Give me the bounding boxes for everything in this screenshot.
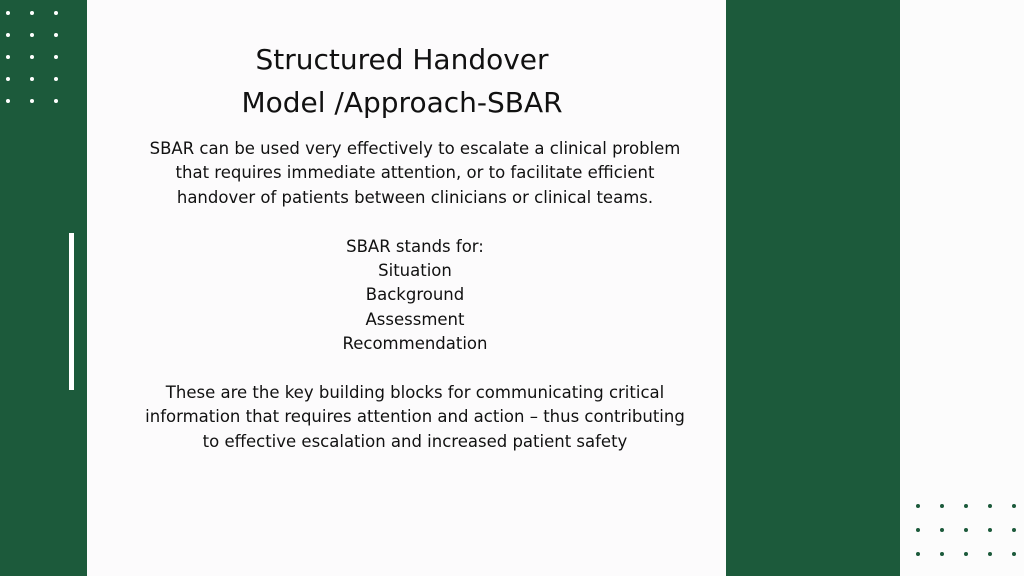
closing-line-2: information that requires attention and action – thus contributing: [145, 407, 685, 427]
decorative-dot: [6, 33, 10, 37]
decorative-dot: [6, 99, 10, 103]
decorative-vertical-bar: [69, 233, 74, 390]
decorative-dot: [1012, 552, 1016, 556]
intro-line-2: that requires immediate attention, or to facilitate efficient: [175, 163, 655, 183]
closing-line-1: These are the key building blocks for communicating critical: [165, 383, 665, 403]
decorative-dot: [30, 33, 34, 37]
title-line-2: Model /Approach-SBAR: [241, 86, 563, 119]
decorative-dot: [916, 504, 920, 508]
slide-body: [130, 137, 700, 454]
decorative-dot: [1012, 504, 1016, 508]
decorative-dot: [964, 552, 968, 556]
decorative-dot: [54, 99, 58, 103]
paragraph-spacer: [130, 357, 700, 381]
sbar-item-situation: Situation: [378, 261, 452, 281]
decorative-dot: [988, 552, 992, 556]
intro-line-1: SBAR can be used very effectively to escalate a clinical problem: [149, 139, 681, 158]
right-margin: [900, 0, 1024, 576]
decorative-dot: [30, 11, 34, 15]
decorative-dot-grid-bottom-right: [916, 504, 1016, 556]
decorative-dot: [54, 11, 58, 15]
decorative-dot: [988, 528, 992, 532]
decorative-dot: [940, 528, 944, 532]
sbar-item-recommendation: Recommendation: [342, 334, 488, 354]
decorative-dot: [916, 552, 920, 556]
sbar-item-background: Background: [365, 285, 465, 305]
sbar-item-assessment: Assessment: [365, 309, 465, 329]
decorative-dot: [30, 77, 34, 81]
paragraph-spacer: [130, 210, 700, 234]
decorative-dot: [6, 77, 10, 81]
intro-line-3: handover of patients between clinicians or clinical teams.: [176, 187, 654, 207]
decorative-dot: [916, 528, 920, 532]
decorative-dot: [988, 504, 992, 508]
decorative-dot: [6, 11, 10, 15]
decorative-dot: [940, 552, 944, 556]
decorative-dot: [964, 528, 968, 532]
decorative-dot: [940, 504, 944, 508]
decorative-dot: [1012, 528, 1016, 532]
decorative-dot: [54, 33, 58, 37]
decorative-dot-grid-top-left: [6, 11, 58, 103]
slide-title: [140, 38, 664, 124]
decorative-dot: [54, 55, 58, 59]
decorative-dot: [964, 504, 968, 508]
right-green-band: [726, 0, 900, 576]
closing-line-3: to effective escalation and increased patient safety: [202, 431, 628, 451]
decorative-dot: [54, 77, 58, 81]
decorative-dot: [6, 55, 10, 59]
title-line-1: Structured Handover: [255, 43, 549, 76]
stands-for-heading: SBAR stands for:: [346, 236, 484, 256]
decorative-dot: [30, 99, 34, 103]
decorative-dot: [30, 55, 34, 59]
